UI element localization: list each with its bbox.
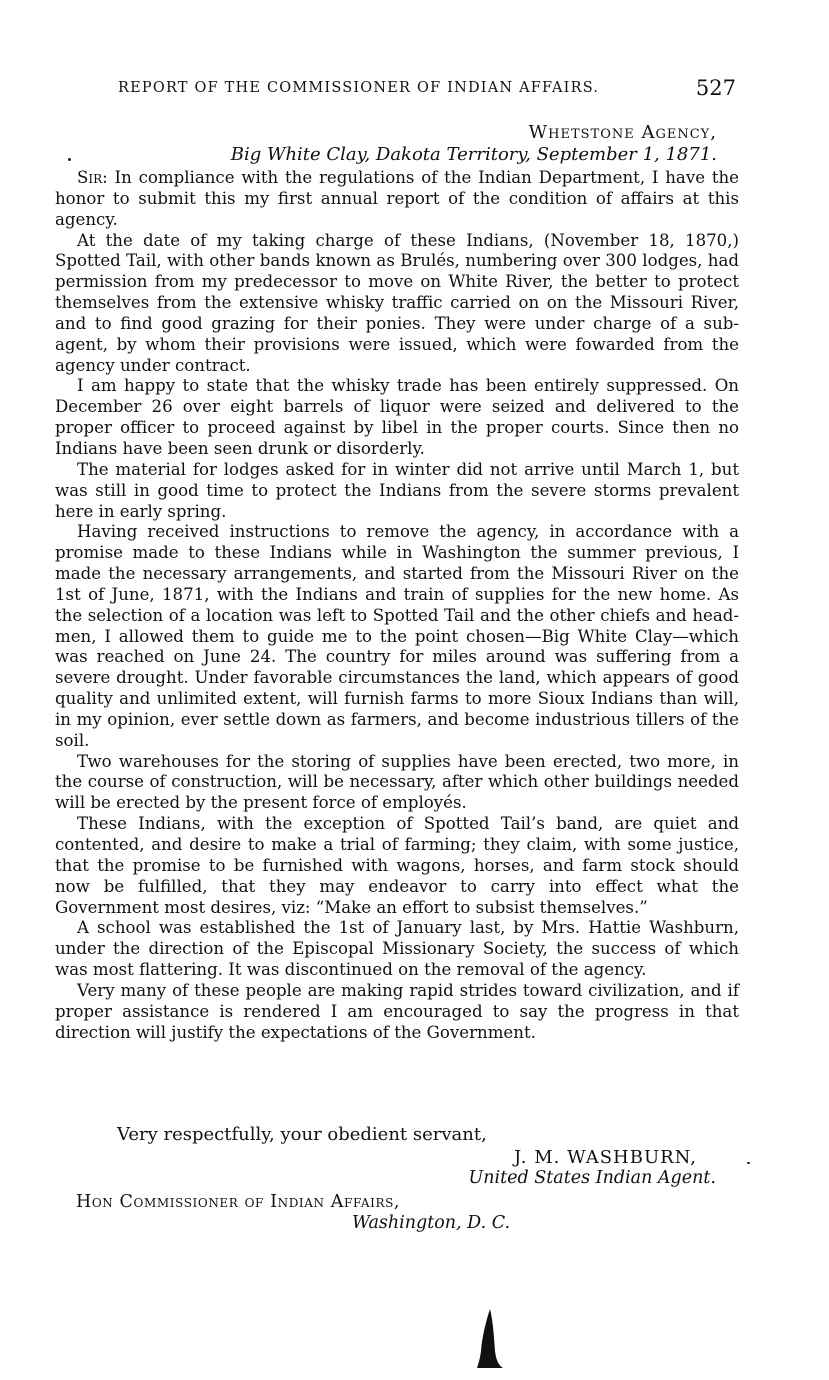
paragraph-9: Very many of these people are making rapid strides toward civilization, and if proper assistance is rendered I am encouraged to say the progress in that direction will justify the expectations of the Government.: [55, 980, 739, 1042]
binding-mark-icon: [476, 1307, 504, 1369]
addressee: Hon Commissioner of Indian Affairs,: [76, 1192, 401, 1212]
letter-body: [55, 168, 739, 1043]
running-title: REPORT OF THE COMMISSIONER OF INDIAN AFFAIRS.: [118, 80, 600, 96]
paragraph-7: These Indians, with the exception of Spotted Tail’s band, are quiet and contented, and desire to make a trial of farming; they claim, with some justice, that the promise to be furnished with wagons, horses, and farm stock should now be fulfilled, that they may endeavor to carry into effect what the Government most desires, viz: “Make an effort to subsist themselves.”: [55, 814, 739, 917]
print-speck: [747, 1162, 750, 1164]
closing: Very respectfully, your obedient servant,: [117, 1124, 487, 1145]
signer-name: J. M. WASHBURN,: [513, 1147, 697, 1168]
print-speck: [68, 158, 71, 161]
dateline-agency: Whetstone Agency,: [528, 122, 717, 143]
paragraph-text: In compliance with the regulations of the Indian Department, I have the honor to submit this my first annual report of the condition of affairs at this agency.: [55, 168, 739, 229]
dateline-place-date: Big White Clay, Dakota Territory, September 1, 1871.: [230, 144, 717, 165]
signer-title: United States Indian Agent.: [468, 1168, 716, 1188]
addressee-place: Washington, D. C.: [352, 1213, 511, 1233]
running-header: [118, 76, 738, 102]
paragraph-8: A school was established the 1st of January last, by Mrs. Hattie Washburn, under the direction of the Episcopal Missionary Society, the success of which was most flattering. It was discontinued on the removal of the agency.: [55, 918, 739, 980]
page-number: 527: [695, 76, 736, 100]
salutation: Sir:: [77, 168, 108, 187]
paragraph-5: Having received instructions to remove the agency, in accordance with a promise made to these Indians while in Washington the summer previous, I made the necessary arrangements, and started from the Missouri River on the 1st of June, 1871, with the Indians and train of supplies for the new home. As the selection of a location was left to Spotted Tail and the other chiefs and head-men, I allowed them to guide me to the point chosen—Big White Clay—which was reached on June 24. The country for miles around was suffering from a severe drought. Under favorable circumstances the land, which appears of good quality and unlimited extent, will furnish farms to more Sioux Indians than will, in my opinion, ever settle down as farmers, and become industrious tillers of the soil.: [55, 522, 739, 750]
paragraph-6: Two warehouses for the storing of supplies have been erected, two more, in the course of construction, will be necessary, after which other buildings needed will be erected by the present force of employés.: [55, 751, 739, 813]
paragraph-1: [55, 168, 739, 231]
paragraph-2: At the date of my taking charge of these Indians, (November 18, 1870,) Spotted Tail, with other bands known as Brulés, numbering over 300 lodges, had permission from my predecessor to move on White River, the better to protect themselves from the extensive whisky traffic carried on on the Missouri River, and to find good grazing for their ponies. They were under charge of a sub-agent, by whom their provisions were issued, which were fowarded from the agency under contract.: [55, 230, 739, 375]
paragraph-4: The material for lodges asked for in winter did not arrive until March 1, but was still in good time to protect the Indians from the severe storms prevalent here in early spring.: [55, 459, 739, 521]
paragraph-3: I am happy to state that the whisky trade has been entirely suppressed. On December 26 over eight barrels of liquor were seized and delivered to the proper officer to proceed against by libel in the proper courts. Since then no Indians have been seen drunk or disorderly.: [55, 376, 739, 458]
